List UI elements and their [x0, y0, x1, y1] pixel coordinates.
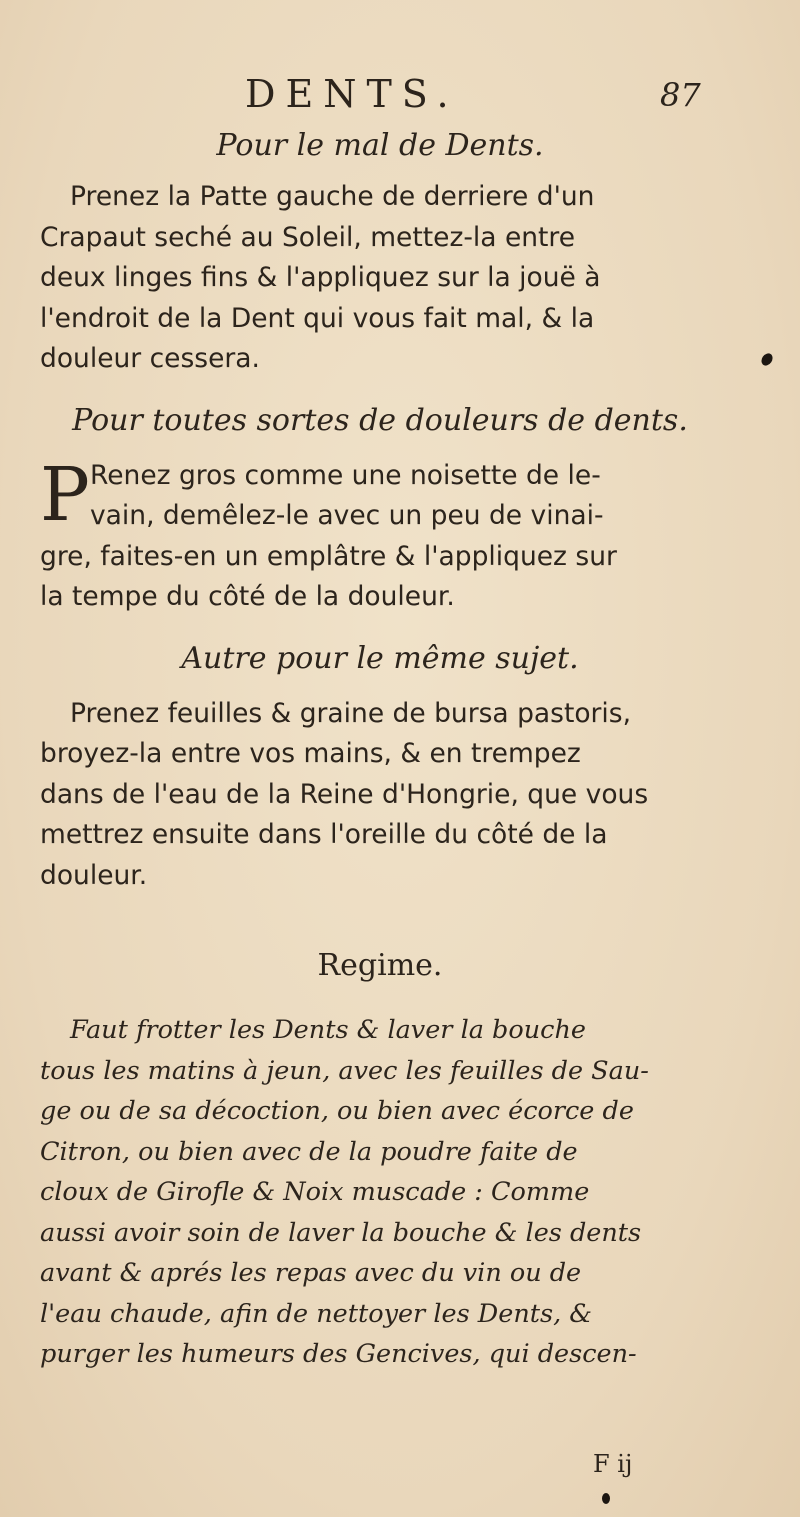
text-line: Renez gros comme une noisette de le- — [90, 459, 601, 491]
section-heading-toutes-sortes: Pour toutes sortes de douleurs de dents. — [72, 402, 688, 438]
section-heading-autre: Autre pour le même sujet. — [181, 640, 579, 676]
paragraph-regime — [40, 1010, 720, 1375]
text-line: purger les humeurs des Gencives, qui descen- — [40, 1339, 637, 1369]
text-line: douleur cessera. — [40, 343, 260, 374]
text-line: l'endroit de la Dent qui vous fait mal, & la — [40, 302, 595, 334]
text-line: Prenez feuilles & graine de bursa pastoris, — [70, 697, 632, 729]
section-heading-regime: Regime. — [317, 948, 443, 983]
running-head: DENTS. — [245, 72, 459, 116]
text-line: Crapaut seché au Soleil, mettez-la entre — [40, 221, 576, 253]
paragraph-levain — [40, 451, 720, 618]
text-line: cloux de Girofle & Noix muscade : Comme — [40, 1177, 590, 1207]
drop-capital: P — [40, 451, 90, 538]
text-block — [40, 125, 720, 1375]
text-line: Prenez la Patte gauche de derriere d'un — [70, 181, 595, 212]
text-line: Citron, ou bien avec de la poudre faite de — [40, 1136, 578, 1167]
text-line: douleur. — [40, 859, 148, 891]
text-line: tous les matins à jeun, avec les feuilles de Sau- — [40, 1055, 649, 1086]
ink-blot — [759, 351, 775, 367]
paragraph-patte-gauche — [40, 177, 720, 380]
ink-blot — [602, 1493, 610, 1504]
text-line: ge ou de sa décoction, ou bien avec écorce de — [40, 1096, 634, 1126]
paragraph-bursa-pastoris — [40, 694, 720, 897]
text-line: gre, faites-en un emplâtre & l'appliquez sur — [40, 540, 617, 572]
page-header — [0, 72, 800, 116]
text-line: mettrez ensuite dans l'oreille du côté de la — [40, 819, 608, 850]
text-line: la tempe du côté de la douleur. — [40, 581, 455, 612]
section-heading-mal-de-dents: Pour le mal de Dents. — [216, 128, 544, 163]
page-number: 87 — [660, 76, 701, 114]
signature-mark: F ij — [593, 1450, 633, 1478]
text-line: deux linges fins & l'appliquez sur la jouë à — [40, 262, 601, 293]
text-line: broyez-la entre vos mains, & en trempez — [40, 738, 581, 769]
text-line: avant & aprés les repas avec du vin ou de — [40, 1258, 582, 1288]
text-line: Faut frotter les Dents & laver la bouche — [70, 1015, 586, 1045]
text-line: l'eau chaude, afin de nettoyer les Dents, & — [40, 1298, 592, 1329]
text-line: vain, demêlez-le avec un peu de vinai- — [90, 500, 604, 531]
text-line: dans de l'eau de la Reine d'Hongrie, que vous — [40, 778, 649, 810]
text-line: aussi avoir soin de laver la bouche & les dents — [40, 1217, 642, 1248]
